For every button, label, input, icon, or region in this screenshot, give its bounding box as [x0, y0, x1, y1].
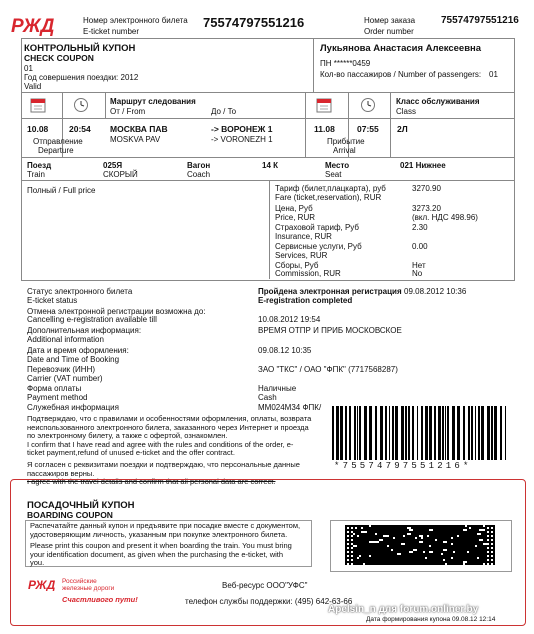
payment-value-en: Cash — [258, 393, 277, 402]
rzd-name-line1: Российские — [62, 578, 97, 585]
watermark: Apelsin_n для forum.onliner.by — [328, 604, 479, 615]
departure-label-en: Departure — [38, 146, 74, 155]
ticket-number-label-en: E-ticket number — [83, 27, 140, 36]
instruction-line: you. — [30, 558, 45, 568]
fare-row-value: 2.30 — [412, 223, 428, 232]
cancel-value: 10.08.2012 19:54 — [258, 315, 321, 324]
from-label: От / From — [110, 107, 146, 116]
arrival-time: 07:55 — [357, 124, 379, 134]
seat-number: 021 Нижнее — [400, 161, 446, 170]
payment-label: Форма оплаты — [27, 384, 82, 393]
divider — [21, 157, 514, 158]
passenger-name: Лукьянова Анастасия Алексеевна — [320, 43, 482, 54]
coupon-code: 01 — [24, 64, 33, 73]
check-coupon-title: КОНТРОЛЬНЫЙ КУПОН — [24, 43, 136, 54]
boarding-2d-barcode — [345, 525, 495, 565]
barcode-text: *75574797551216* — [334, 461, 472, 471]
confirm-line: I confirm that I have read and agree with the rules and conditions of the order, e- — [27, 439, 294, 449]
fare-row-label: Цена, Руб — [275, 204, 313, 213]
valid-label: Valid — [24, 82, 42, 91]
booking-label: Дата и время оформления: — [27, 346, 129, 355]
status-value: Пройдена электронная регистрация — [258, 287, 402, 296]
rzd-name-line2: железные дороги — [62, 585, 115, 592]
instruction-line: удостоверяющим личность, указанным при покупке электронного билета. — [30, 529, 288, 539]
rzd-logo-icon — [28, 577, 58, 591]
coach-label-en: Coach — [187, 170, 211, 179]
payment-value: Наличные — [258, 384, 297, 393]
train-number: 025Я — [103, 161, 123, 170]
calendar-icon — [30, 97, 46, 113]
carrier-label-en: Carrier (VAT number) — [27, 374, 103, 383]
passenger-count: 01 — [489, 70, 498, 79]
class-label: Класс обслуживания — [396, 97, 480, 106]
fare-row-label-en: Price, RUR — [275, 213, 316, 222]
fare-row-label-en: Insurance, RUR — [275, 232, 332, 241]
instruction-line: your identification document, as given when the purchasing the e-ticket, with — [30, 549, 284, 559]
divider — [21, 180, 514, 181]
boarding-coupon-title: ПОСАДОЧНЫЙ КУПОН — [27, 500, 135, 511]
calendar-icon — [316, 97, 332, 113]
carrier-label: Перевозчик (ИНН) — [27, 365, 96, 374]
print-date: Дата формирования купона 09.08.12 12:14 — [366, 616, 496, 623]
boarding-coupon-title-en: BOARDING COUPON — [27, 510, 113, 520]
fare-row-label-en: Fare (ticket,reservation), RUR — [275, 193, 382, 202]
divider — [390, 92, 391, 157]
order-number-label: Номер заказа — [364, 16, 416, 25]
confirm-line: Я согласен с реквизитами поездки и подтверждаю, что персональные данные — [27, 459, 300, 469]
divider — [21, 118, 514, 119]
coach-number: 14 К — [262, 161, 279, 170]
instruction-line: Распечатайте данный купон и предъявите при посадке вместе с документом, — [30, 521, 301, 530]
fare-row-label: Тариф (билет,плацкарта), руб — [275, 184, 386, 193]
arrival-label: Прибытие — [327, 137, 365, 146]
confirm-line: пассажиров верны. — [27, 468, 95, 478]
service-class: 2Л — [397, 124, 408, 134]
to-label: До / To — [211, 107, 237, 116]
full-price-label: Полный / Full price — [27, 186, 96, 195]
fare-row-value: 0.00 — [412, 242, 428, 251]
ticket-number: 75574797551216 — [203, 15, 305, 30]
class-label-en: Class — [396, 107, 417, 116]
fare-row-label: Сборы, Руб — [275, 261, 319, 270]
fare-row-label-en: Commission, RUR — [275, 269, 341, 278]
divider — [313, 38, 314, 92]
confirm-line: ticket payment,refund of unused e-ticket and the offer contract. — [27, 448, 235, 458]
slogan: Счастливого пути! — [62, 595, 138, 604]
to-station: -> ВОРОНЕЖ 1 — [211, 124, 273, 134]
confirm-paragraph — [27, 415, 311, 487]
status-value-en: E-registration completed — [258, 296, 353, 305]
cancel-label-en: Cancelling e-registration available till — [27, 315, 157, 324]
from-station: МОСКВА ПАВ — [110, 124, 168, 134]
coach-label: Вагон — [187, 161, 211, 170]
check-coupon-title-en: CHECK COUPON — [24, 53, 94, 63]
service-info-value: ММ024М34 ФПК/ — [258, 403, 322, 412]
support-phone: телефон службы поддержки: (495) 642-63-66 — [185, 597, 353, 606]
departure-label: Отправление — [33, 137, 83, 146]
web-resource: Веб-ресурс ООО"УФС" — [222, 581, 308, 590]
boarding-instructions — [30, 522, 300, 568]
ticket-barcode — [332, 406, 508, 460]
rzd-logo-icon — [10, 15, 60, 37]
arrival-label-en: Arrival — [333, 146, 356, 155]
fare-row-value: Нет — [412, 261, 426, 270]
route-label: Маршрут следования — [110, 97, 196, 106]
trip-year: Год совершения поездки: 2012 — [24, 73, 139, 82]
departure-time: 20:54 — [69, 124, 91, 134]
order-number: 75574797551216 — [441, 15, 519, 26]
train-type: СКОРЫЙ — [103, 170, 138, 179]
from-station-en: MOSKVA PAV — [110, 135, 161, 144]
fare-row-vat: (вкл. НДС 498.96) — [412, 213, 478, 222]
status-date: 09.08.2012 10:36 — [404, 287, 467, 296]
divider — [305, 92, 306, 157]
booking-value: 09.08.12 10:35 — [258, 346, 312, 355]
svg-text:РЖД: РЖД — [11, 16, 55, 37]
ticket-number-label: Номер электронного билета — [83, 16, 188, 25]
clock-icon — [73, 97, 89, 113]
divider — [105, 92, 106, 118]
status-label: Статус электронного билета — [27, 287, 133, 296]
service-info-label: Служебная информация — [27, 403, 119, 412]
booking-label-en: Date and Time of Booking — [27, 355, 120, 364]
departure-date: 10.08 — [27, 124, 49, 134]
confirm-line: по электронному билету, а также с офертой, ознакомлен. — [27, 431, 228, 441]
confirm-line: Подтверждаю, что с правилами и особенностями оформления, оплаты, возврата — [27, 414, 312, 423]
arrival-date: 11.08 — [314, 124, 335, 134]
fare-row-value-en: No — [412, 269, 423, 278]
fare-row-value: 3270.90 — [412, 184, 441, 193]
additional-info-value: ВРЕМЯ ОТПР И ПРИБ МОСКОВСКОЕ — [258, 326, 402, 335]
divider — [21, 92, 514, 93]
instruction-line: Please print this coupon and present it when boarding the train. You must bring — [30, 541, 292, 551]
seat-label: Место — [325, 161, 350, 170]
fare-row-value: 3273.20 — [412, 204, 441, 213]
order-number-label-en: Order number — [364, 27, 414, 36]
carrier-value: ЗАО "ТКС" / ОАО "ФПК" (7717568287) — [258, 365, 398, 374]
status-label-en: E-ticket status — [27, 296, 78, 305]
fare-row-label: Страховой тариф, Руб — [275, 223, 359, 232]
additional-info-label-en: Additional information — [27, 335, 104, 344]
passenger-document: ПН ******0459 — [320, 59, 371, 68]
fare-row-label-en: Services, RUR — [275, 251, 328, 260]
additional-info-label: Дополнительная информация: — [27, 326, 142, 335]
passenger-count-label: Кол-во пассажиров / Number of passengers: — [320, 70, 482, 79]
seat-label-en: Seat — [325, 170, 342, 179]
svg-text:РЖД: РЖД — [28, 578, 56, 591]
to-station-en: -> VORONEZH 1 — [211, 135, 273, 144]
clock-icon — [360, 97, 376, 113]
confirm-line: I agree with the travel details and confirm that all personal data are correct. — [27, 477, 276, 487]
train-label-en: Train — [27, 170, 45, 179]
cancel-label: Отмена электронной регистрации возможна до: — [27, 307, 206, 316]
fare-row-label: Сервисные услуги, Руб — [275, 242, 362, 251]
payment-label-en: Payment method — [27, 393, 88, 402]
train-label: Поезд — [27, 161, 52, 170]
confirm-line: неиспользованного электронного билета, заказанного через Интернет и проезда — [27, 422, 309, 432]
divider — [269, 180, 270, 279]
